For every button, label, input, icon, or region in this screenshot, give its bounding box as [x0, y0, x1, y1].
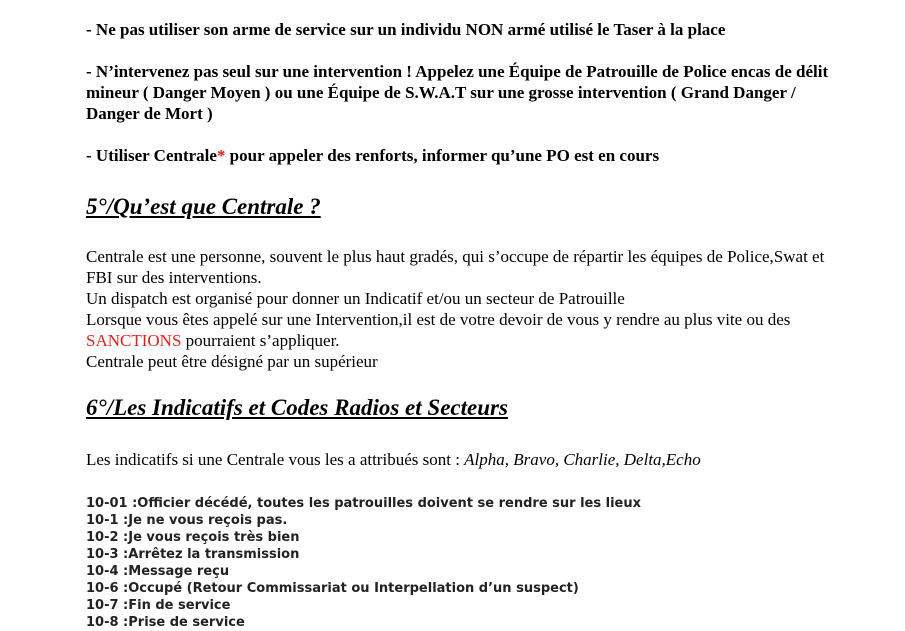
intervention-duty-rest: pourraient s’appliquer.	[181, 331, 340, 350]
indicatifs-list: Alpha, Bravo, Charlie, Delta,Echo	[464, 450, 701, 469]
radio-code-item: 10-8 :Prise de service	[86, 615, 245, 630]
dispatch-description: Un dispatch est organisé pour donner un Indicatif et/ou un secteur de Patrouille	[86, 289, 625, 308]
radio-code-item: 10-7 :Fin de service	[86, 598, 231, 613]
rule-use-centrale-text: - Utiliser Centrale	[86, 146, 217, 165]
asterisk-marker: *	[216, 146, 226, 165]
indicatifs-line	[86, 449, 701, 470]
indicatifs-intro: Les indicatifs si une Centrale vous les a attribués sont :	[86, 450, 465, 469]
radio-code-item: 10-6 :Occupé (Retour Commissariat ou Interpellation d’un suspect)	[86, 581, 579, 596]
centrale-designation: Centrale peut être désigné par un supérieur	[86, 352, 378, 371]
radio-code-item: 10-3 :Arrêtez la transmission	[86, 547, 300, 562]
section-6-title: 6°/Les Indicatifs et Codes Radios et Secteurs	[86, 395, 508, 420]
intervention-duty-text: Lorsque vous êtes appelé sur une Intervention,il est de votre devoir de vous y rendre au plus vite ou des	[86, 310, 791, 329]
section-5-body	[86, 246, 826, 372]
radio-codes-list	[86, 495, 641, 631]
radio-code-item: 10-1 :Je ne vous reçois pas.	[86, 513, 288, 528]
rule-use-centrale	[86, 145, 659, 166]
rule-no-solo-intervention: - N’intervenez pas seul sur une intervention ! Appelez une Équipe de Patrouille de Police encas de délit mineur ( Danger Moyen ) ou une Équipe de S.W.A.T sur une grosse intervention ( Grand Danger / Danger de Mort )	[86, 62, 829, 123]
radio-code-item: 10-01 :Officier décédé, toutes les patrouilles doivent se rendre sur les lieux	[86, 496, 642, 511]
rule-use-centrale-rest: pour appeler des renforts, informer qu’une PO est en cours	[225, 146, 660, 165]
intervention-duty	[86, 309, 826, 351]
rule-taser: - Ne pas utiliser son arme de service sur un individu NON armé utilisé le Taser à la place	[86, 20, 726, 39]
radio-code-item: 10-4 :Message reçu	[86, 564, 230, 579]
section-5-title: 5°/Qu’est que Centrale ?	[86, 194, 321, 219]
sanctions-highlight: SANCTIONS	[86, 331, 182, 350]
centrale-description: Centrale est une personne, souvent le plus haut gradés, qui s’occupe de répartir les équipes de Police,Swat et FBI sur des interventions.	[86, 247, 825, 287]
radio-code-item: 10-2 :Je vous reçois très bien	[86, 530, 300, 545]
